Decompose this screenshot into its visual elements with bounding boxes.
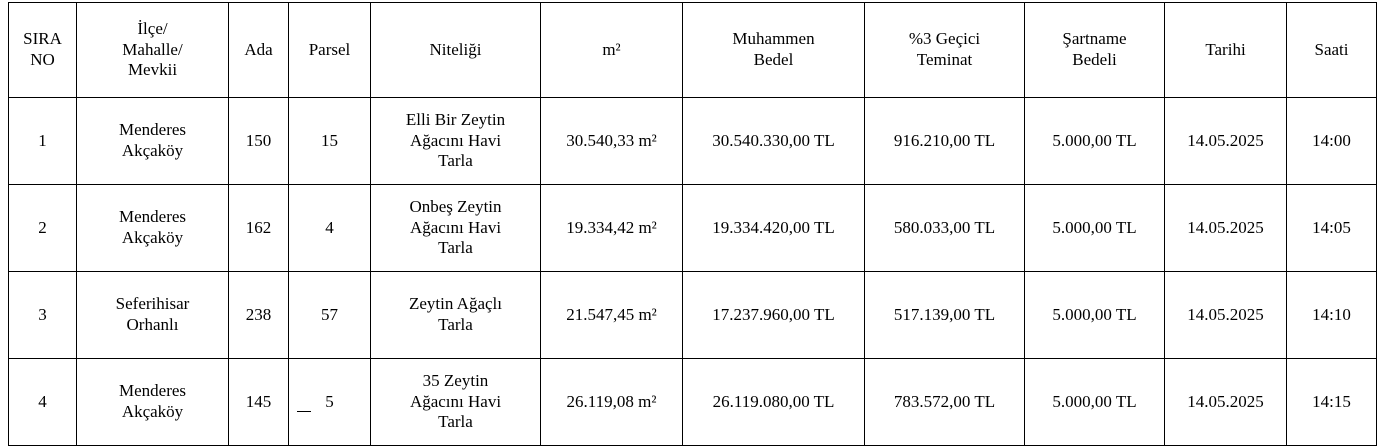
cell-sartname-bedeli: 5.000,00 TL	[1025, 98, 1165, 185]
auction-listing-table	[8, 2, 1377, 446]
cell-ada: 145	[229, 359, 289, 446]
cell-line: Tarla	[438, 151, 473, 171]
document-page	[0, 2, 1351, 432]
cell-parsel: 5	[289, 359, 371, 446]
cell-sira-no: 3	[9, 272, 77, 359]
table-header-row	[9, 3, 1377, 98]
cell-sira-no: 2	[9, 185, 77, 272]
cell-line: Menderes	[118, 207, 187, 227]
column-header-tarih: Tarihi	[1165, 3, 1287, 98]
cell-line: Akçaköy	[121, 141, 184, 160]
cell-m2: 26.119,08 m²	[541, 359, 683, 446]
cell-nitelik	[371, 272, 541, 359]
cell-nitelik	[371, 185, 541, 272]
cell-line: Tarla	[438, 412, 473, 432]
cell-line: Seferihisar	[115, 294, 190, 314]
cell-ilce	[77, 359, 229, 446]
cell-line: 35 Zeytin	[422, 370, 489, 390]
column-header-ilce-mahalle-mevkii	[77, 3, 229, 98]
header-line: %3 Geçici	[908, 29, 981, 49]
cell-m2: 21.547,45 m²	[541, 272, 683, 359]
column-header-ada: Ada	[229, 3, 289, 98]
header-line: Bedeli	[1072, 50, 1117, 69]
cell-gecici-teminat: 783.572,00 TL	[865, 359, 1025, 446]
cell-muhammen-bedel: 17.237.960,00 TL	[683, 272, 865, 359]
cell-ilce	[77, 98, 229, 185]
cell-sartname-bedeli: 5.000,00 TL	[1025, 272, 1165, 359]
header-line: Muhammen	[732, 29, 815, 49]
cell-saat: 14:15	[1287, 359, 1377, 446]
cell-sartname-bedeli: 5.000,00 TL	[1025, 185, 1165, 272]
table-body	[9, 98, 1377, 446]
column-header-saat: Saati	[1287, 3, 1377, 98]
header-line: Mevkii	[127, 60, 178, 80]
cell-m2: 19.334,42 m²	[541, 185, 683, 272]
cell-line: Akçaköy	[121, 228, 184, 247]
cell-line: Tarla	[438, 238, 473, 258]
cell-ilce	[77, 185, 229, 272]
cell-tarih: 14.05.2025	[1165, 359, 1287, 446]
column-header-parsel: Parsel	[289, 3, 371, 98]
cell-muhammen-bedel: 30.540.330,00 TL	[683, 98, 865, 185]
cell-gecici-teminat: 517.139,00 TL	[865, 272, 1025, 359]
cell-gecici-teminat: 916.210,00 TL	[865, 98, 1025, 185]
column-header-nitelik: Niteliği	[371, 3, 541, 98]
cell-line: Onbeş Zeytin	[409, 196, 502, 216]
column-header-gecici-teminat	[865, 3, 1025, 98]
table-row	[9, 272, 1377, 359]
cell-line: Orhanlı	[126, 315, 179, 334]
cell-sartname-bedeli: 5.000,00 TL	[1025, 359, 1165, 446]
cell-muhammen-bedel: 19.334.420,00 TL	[683, 185, 865, 272]
cell-parsel: 4	[289, 185, 371, 272]
header-line: İlçe/	[137, 18, 168, 38]
table-row	[9, 98, 1377, 185]
cell-saat: 14:05	[1287, 185, 1377, 272]
cell-tarih: 14.05.2025	[1165, 185, 1287, 272]
cell-line: Tarla	[438, 315, 473, 334]
table-row	[9, 359, 1377, 446]
column-header-sartname-bedeli	[1025, 3, 1165, 98]
cell-parsel: 57	[289, 272, 371, 359]
table-header	[9, 3, 1377, 98]
header-line: NO	[30, 50, 55, 69]
cell-sira-no: 1	[9, 98, 77, 185]
table-bottom-edge-fragment	[297, 411, 311, 412]
cell-line: Zeytin Ağaçlı	[408, 294, 502, 314]
cell-line: Menderes	[118, 381, 187, 401]
cell-muhammen-bedel: 26.119.080,00 TL	[683, 359, 865, 446]
column-header-m2: m²	[541, 3, 683, 98]
header-line: SIRA	[23, 29, 62, 49]
cell-ilce	[77, 272, 229, 359]
cell-nitelik	[371, 359, 541, 446]
cell-line: Elli Bir Zeytin	[405, 109, 506, 129]
cell-line: Ağacını Havi	[409, 217, 502, 237]
cell-gecici-teminat: 580.033,00 TL	[865, 185, 1025, 272]
cell-saat: 14:10	[1287, 272, 1377, 359]
header-line: Mahalle/	[122, 39, 183, 59]
column-header-sira-no	[9, 3, 77, 98]
cell-ada: 150	[229, 98, 289, 185]
cell-sira-no: 4	[9, 359, 77, 446]
cell-m2: 30.540,33 m²	[541, 98, 683, 185]
cell-nitelik	[371, 98, 541, 185]
cell-ada: 238	[229, 272, 289, 359]
header-line: Teminat	[916, 50, 973, 69]
cell-tarih: 14.05.2025	[1165, 272, 1287, 359]
header-line: Bedel	[753, 50, 794, 69]
cell-line: Menderes	[118, 120, 187, 140]
cell-saat: 14:00	[1287, 98, 1377, 185]
cell-line: Ağacını Havi	[409, 391, 502, 411]
cell-tarih: 14.05.2025	[1165, 98, 1287, 185]
cell-ada: 162	[229, 185, 289, 272]
cell-parsel: 15	[289, 98, 371, 185]
column-header-muhammen-bedel	[683, 3, 865, 98]
cell-line: Ağacını Havi	[409, 130, 502, 150]
header-line: Şartname	[1062, 29, 1127, 49]
table-row	[9, 185, 1377, 272]
cell-line: Akçaköy	[121, 402, 184, 421]
